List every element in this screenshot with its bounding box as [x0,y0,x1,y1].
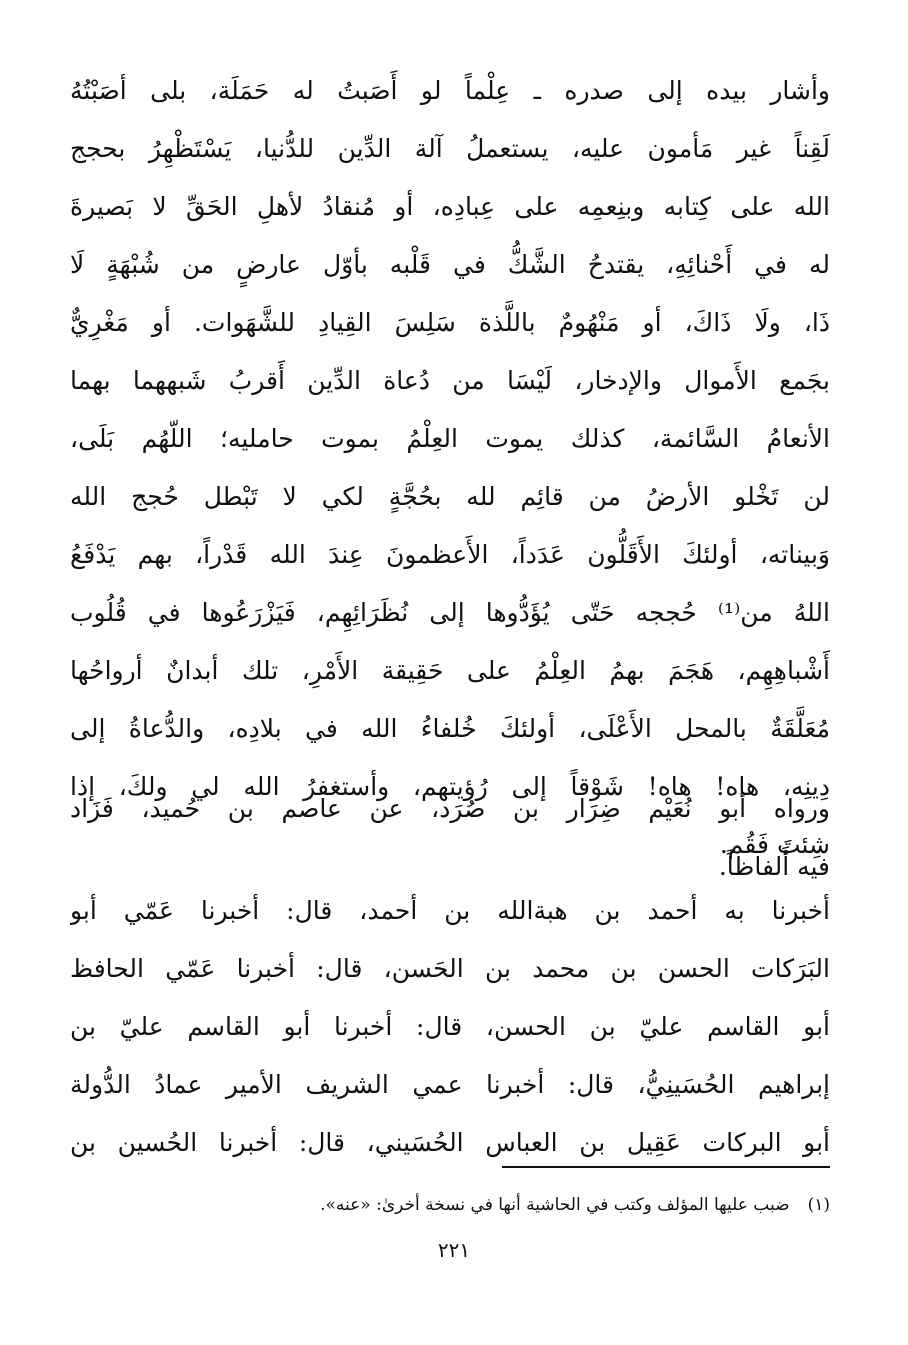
text-line: وأشار بيده إلى صدره ـ عِلْماً لو أَصَبتُ له حَمَلَة، بلى أصَبْتُهُ [70,76,830,105]
text-line: لَقِناً غير مَأمون عليه، يستعملُ آلة الدِّين للدُّنيا، يَسْتَظْهِرُ بحجج [70,134,830,163]
text-line: فيه أَلفاظاً. [718,852,830,881]
text-line: الأنعامُ السَّائمة، كذلك يموت العِلْمُ بموت حامليه؛ اللّهُم بَلَى، [70,424,830,453]
page-number: ٢٢١ [437,1238,471,1262]
text-line: اللهُ من⁽¹⁾ حُججه حَتّى يُؤَدُّوها إلى نُظَرَائِهِم، فَيَزْرَعُوها في قُلُوب [70,598,830,627]
text-line: أَشْباهِهِم، هَجَمَ بهمُ العِلْمُ على حَقِيقة الأَمْرِ، تلك أبدانٌ أرواحُها [70,656,830,685]
text-line: أخبرنا به أحمد بن هبةالله بن أحمد، قال: أخبرنا عَمّي أبو [70,896,830,925]
text-line: إبراهيم الحُسَينِيُّ، قال: أخبرنا عمي الشريف الأمير عمادُ الدُّولة [70,1070,830,1099]
text-line: دِينِه، هاه! هاه! شَوْقاً إلى رُؤيتهم، وأستغفرُ الله لي ولكَ، إذا [70,772,830,801]
text-line: مُعَلَّقَةٌ بالمحل الأَعْلَى، أولئكَ خُلفاءُ الله في بلادِه، والدُّعاةُ إلى [70,714,830,743]
footnote-marker: (١) [807,1195,830,1215]
text-line: الله على كِتابه وبنِعمِه على عِبادِه، أو مُنقادُ لأهلِ الحَقِّ لا بَصيرةَ [70,192,830,221]
paragraph-narration [70,780,830,896]
text-line: له في أَحْنائِهِ، يقتدحُ الشَّكُّ في قَلْبه بأوّل عارضٍ من شُبْهَةٍ لَا [70,250,830,279]
text-line: لن تَخْلو الأرضُ من قائِم لله بحُجَّةٍ لكي لا تَبْطل حُجج الله [70,482,830,511]
text-line: وَبيناته، أولئكَ الأَقَلُّون عَدَداً، الأَعظمونَ عِندَ الله قَدْراً، بهم يَدْفَعُ [70,540,830,569]
paragraph-isnad [70,882,830,1172]
footnote-text: ضبب عليها المؤلف وكتب في الحاشية أنها في نسخة أخرىٰ: «عنه». [320,1195,790,1215]
text-line: أبو البركات عَقِيل بن العباس الحُسَيني، قال: أخبرنا الحُسين بن [70,1128,830,1157]
paragraph-quote [70,62,830,874]
text-line: البَرَكات الحسن بن محمد بن الحَسن، قال: أخبرنا عَمّي الحافظ [70,954,830,983]
text-line: أبو القاسم عليّ بن الحسن، قال: أخبرنا أبو القاسم عليّ بن [70,1012,830,1041]
footnote [70,1192,830,1218]
text-line: شِئتَ فَقُم. [719,830,830,859]
text-line: ورواه أبو نُعَيْم ضِرَار بن صُرَد، عن عاصم بن حُميد، فَزَاد [70,794,830,823]
footnote-divider [502,1166,830,1168]
text-line: بجَمع الأَموال والإدخار، لَيْسَا من دُعاة الدِّين أَقربُ شَبههما بهما [70,366,830,395]
text-line: ذَا، ولَا ذَاكَ، أو مَنْهُومٌ باللَّذة سَلِسَ القِيادِ للشَّهَوات. أو مَغْرِيٌّ [70,308,830,337]
